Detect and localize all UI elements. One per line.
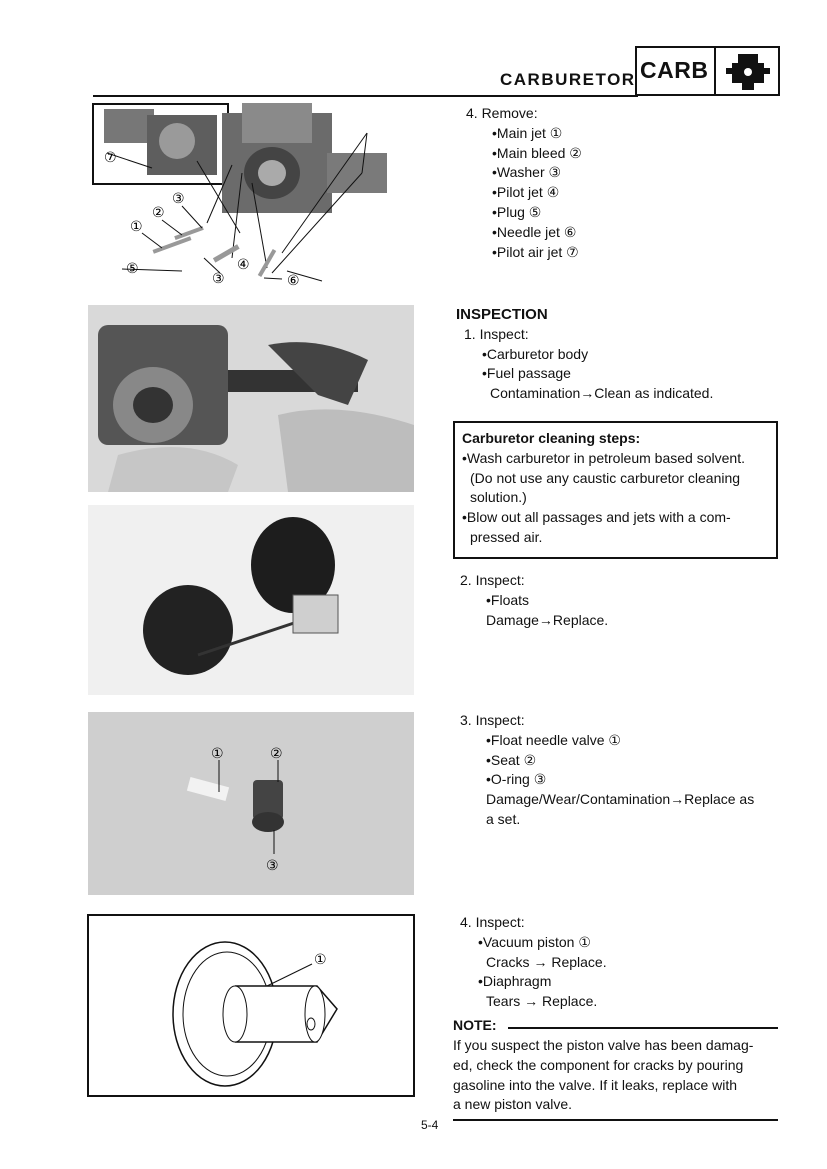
- cleaning-line: •Blow out all passages and jets with a com-: [462, 509, 731, 526]
- inspect-result: Contamination→Clean as indicated.: [490, 385, 714, 402]
- remove-item: •Washer ③: [492, 164, 562, 181]
- cleaning-steps: [462, 429, 745, 548]
- inspect-item: •Carburetor body: [482, 345, 589, 362]
- inspect-result: Tears → Replace.: [486, 993, 598, 1010]
- cleaning-title: Carburetor cleaning steps:: [462, 430, 641, 446]
- inspect-result: Damage/Wear/Contamination→Replace as: [486, 791, 755, 808]
- note-line: ed, check the component for cracks by pouring: [453, 1056, 744, 1073]
- vacuum-piston-diagram: [87, 914, 415, 1097]
- callout-1: ①: [130, 219, 143, 235]
- carburetor-icon: [722, 50, 774, 92]
- inspect-item: •O-ring ③: [486, 771, 547, 788]
- remove-item: •Main bleed ②: [492, 144, 582, 161]
- note-line: gasoline into the valve. If it leaks, replace with: [453, 1076, 738, 1093]
- callout-7: ⑦: [104, 150, 117, 166]
- note-line: If you suspect the piston valve has been damag-: [453, 1037, 754, 1053]
- inspect-step: 3. Inspect:: [460, 712, 525, 728]
- header-rule: [93, 95, 638, 97]
- inspect-result: Damage→Replace.: [486, 611, 609, 628]
- inspect-piston-section: [460, 913, 607, 1012]
- callout-5: ⑤: [126, 261, 139, 277]
- note-line: a new piston valve.: [453, 1096, 573, 1113]
- inspect-item: •Diaphragm: [478, 973, 552, 990]
- note-label: NOTE:: [453, 1017, 497, 1033]
- needle-valve-photo: [88, 712, 414, 895]
- cleaning-line: •Wash carburetor in petroleum based solvent.: [462, 449, 745, 466]
- cleaning-line: (Do not use any caustic carburetor cleaning: [470, 469, 741, 486]
- inspect-step: 1. Inspect:: [464, 325, 529, 342]
- inspect-step: 2. Inspect:: [460, 572, 525, 588]
- inspect-item: •Float needle valve ①: [486, 731, 621, 748]
- note-body: [453, 1036, 753, 1115]
- inspect-floats-section: [460, 571, 608, 630]
- section-badge-label: CARB: [640, 57, 709, 83]
- cleaning-line: pressed air.: [470, 528, 543, 545]
- remove-item: •Main jet ①: [492, 124, 563, 141]
- inspect-item: •Seat ②: [486, 751, 537, 768]
- callout-2: ②: [152, 205, 165, 221]
- carburetor-exploded-figure: [92, 103, 452, 303]
- inspect-result: Cracks → Replace.: [486, 953, 607, 970]
- note-rule-bottom: [453, 1119, 778, 1121]
- callout-2: ②: [270, 746, 283, 762]
- remove-section: [466, 104, 582, 262]
- inspect-item: •Fuel passage: [482, 365, 571, 382]
- inspect-item: •Floats: [486, 591, 530, 608]
- callout-4: ④: [237, 257, 250, 273]
- section-heading: INSPECTION: [456, 306, 548, 323]
- inspect-needle-section: [460, 711, 754, 830]
- section-badge-divider: [714, 46, 716, 96]
- page-number: 5-4: [421, 1118, 439, 1132]
- callout-6: ⑥: [287, 273, 300, 289]
- remove-item: •Plug ⑤: [492, 203, 542, 220]
- cleaning-line: solution.): [470, 489, 527, 506]
- page-title: CARBURETOR: [500, 70, 636, 89]
- remove-step: 4. Remove:: [466, 105, 538, 121]
- inspect-result: a set.: [486, 810, 521, 827]
- floats-photo: [88, 505, 414, 695]
- callout-1: ①: [314, 952, 327, 968]
- callout-3: ③: [266, 858, 279, 874]
- inspect-item: •Vacuum piston ①: [478, 933, 591, 950]
- remove-item: •Pilot jet ④: [492, 184, 560, 201]
- callout-3a: ③: [172, 191, 185, 207]
- inspection-section: [456, 305, 713, 404]
- compressed-air-cleaning-photo: [88, 305, 414, 492]
- inspect-step: 4. Inspect:: [460, 914, 525, 930]
- remove-item: •Needle jet ⑥: [492, 223, 577, 240]
- callout-1: ①: [211, 746, 224, 762]
- remove-item: •Pilot air jet ⑦: [492, 243, 579, 260]
- callout-3b: ③: [212, 271, 225, 287]
- note-rule-top: [508, 1027, 778, 1029]
